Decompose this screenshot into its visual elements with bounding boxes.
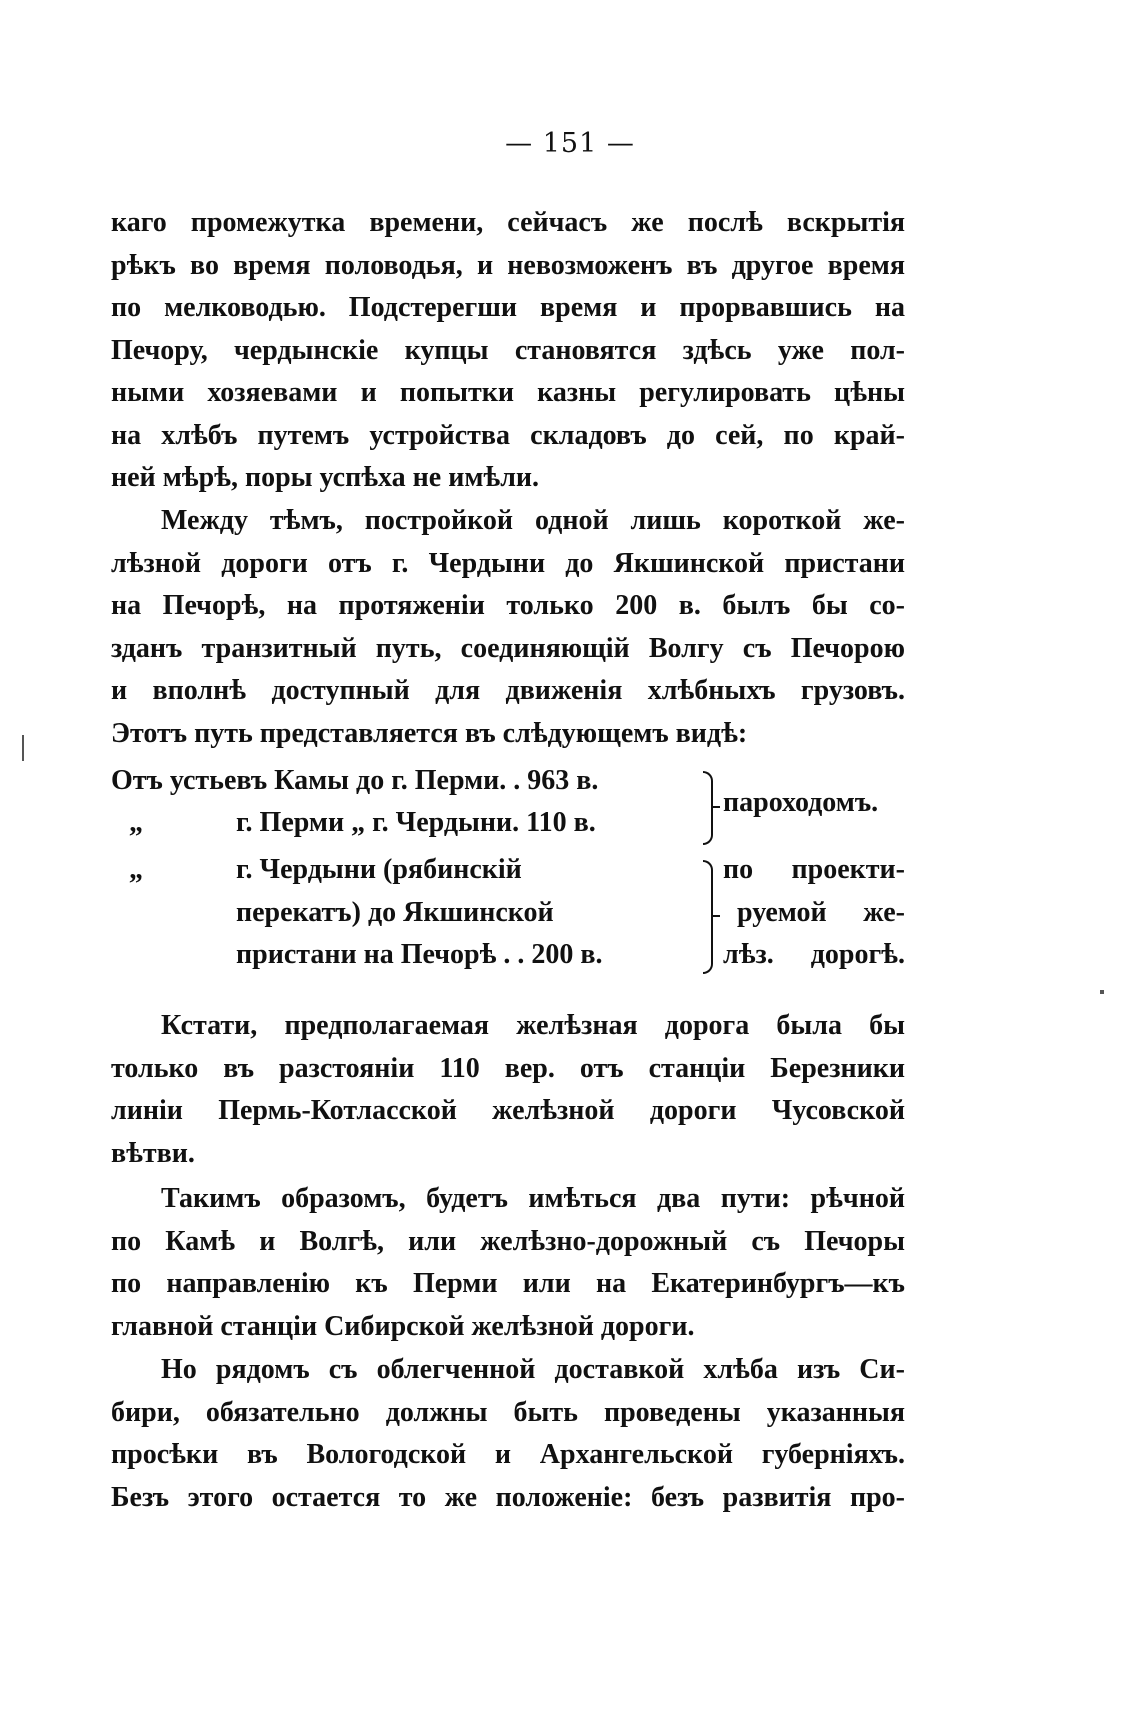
text-line: Безъ этого остается то же положеніе: безъ развитія про-	[111, 1481, 905, 1513]
route-row-3: г. Чердыни (рябинскій	[236, 854, 522, 885]
text-line: по направленію къ Перми или на Екатеринбургъ—къ	[111, 1268, 905, 1299]
scan-mark-left	[22, 735, 24, 761]
brace-rail-tip	[712, 915, 720, 917]
text-line: Кстати, предполагаемая желѣзная дорога была бы	[161, 1010, 905, 1041]
paragraph-3	[111, 1005, 905, 1175]
text-line: линіи Пермь-Котласской желѣзной дороги Чусовской	[111, 1095, 905, 1126]
route-row-2: г. Перми „ г. Чердыни. 110 в.	[236, 807, 596, 838]
text-line: Такимъ образомъ, будетъ имѣться два пути: рѣчной	[161, 1183, 905, 1214]
text-line: бири, обязательно должны быть проведены указанныя	[111, 1396, 905, 1428]
text-line: Этотъ путь представляется въ слѣдующемъ видѣ:	[111, 717, 748, 749]
text-line: ными хозяевами и попытки казны регулировать цѣны	[111, 377, 905, 408]
route-mode-rail-3: лѣз. дорогѣ.	[723, 939, 905, 970]
text-line: просѣки въ Вологодской и Архангельской губерніяхъ.	[111, 1439, 905, 1470]
text-line: на Печорѣ, на протяженіи только 200 в. былъ бы со-	[111, 590, 905, 621]
route-row-1: Отъ устьевъ Камы до г. Перми. . 963 в.	[111, 765, 599, 796]
text-line: Между тѣмъ, постройкой одной лишь короткой же-	[161, 505, 905, 536]
text-line: главной станціи Сибирской желѣзной дороги.	[111, 1310, 695, 1342]
route-row-3-ditto: „	[129, 854, 143, 885]
text-line: по Камѣ и Волгѣ, или желѣзно-дорожный съ Печоры	[111, 1225, 905, 1257]
text-line: вѣтви.	[111, 1137, 195, 1169]
text-line: и вполнѣ доступный для движенія хлѣбныхъ грузовъ.	[111, 675, 905, 706]
page-number: — 151 —	[505, 128, 635, 159]
text-line: по мелководью. Подстерегши время и прорвавшись на	[111, 292, 905, 323]
route-mode-rail-1: по проекти-	[723, 854, 905, 885]
text-line: рѣкъ во время половодья, и невозможенъ въ другое время	[111, 249, 905, 281]
text-line: зданъ транзитный путь, соединяющій Волгу съ Печорою	[111, 632, 905, 664]
brace-steamer	[703, 771, 713, 845]
brace-steamer-tip	[712, 806, 720, 808]
text-line: на хлѣбъ путемъ устройства складовъ до сей, по край-	[111, 419, 905, 451]
paragraph-5	[111, 1349, 905, 1519]
text-line: только въ разстояніи 110 вер. отъ станціи Березники	[111, 1052, 905, 1084]
route-row-2-ditto: „	[129, 807, 143, 838]
route-mode-rail-2: руемой же-	[737, 897, 905, 928]
text-line: Печору, чердынскіе купцы становятся здѣсь уже пол-	[111, 334, 905, 366]
text-line: ней мѣрѣ, поры успѣха не имѣли.	[111, 462, 540, 493]
text-line: Но рядомъ съ облегченной доставкой хлѣба изъ Си-	[161, 1354, 905, 1385]
route-row-5: пристани на Печорѣ . . 200 в.	[236, 939, 603, 970]
brace-rail	[703, 860, 713, 974]
text-line: лѣзной дороги отъ г. Чердыни до Якшинской пристани	[111, 547, 905, 579]
paragraph-4	[111, 1178, 905, 1348]
scan-mark-right	[1100, 990, 1104, 994]
route-row-4: перекатъ) до Якшинской	[236, 897, 554, 928]
paragraph-2	[111, 500, 905, 755]
paragraph-1	[111, 202, 905, 500]
text-line: каго промежутка времени, сейчасъ же послѣ вскрытія	[111, 207, 905, 238]
route-mode-steamer: пароходомъ.	[723, 787, 879, 818]
